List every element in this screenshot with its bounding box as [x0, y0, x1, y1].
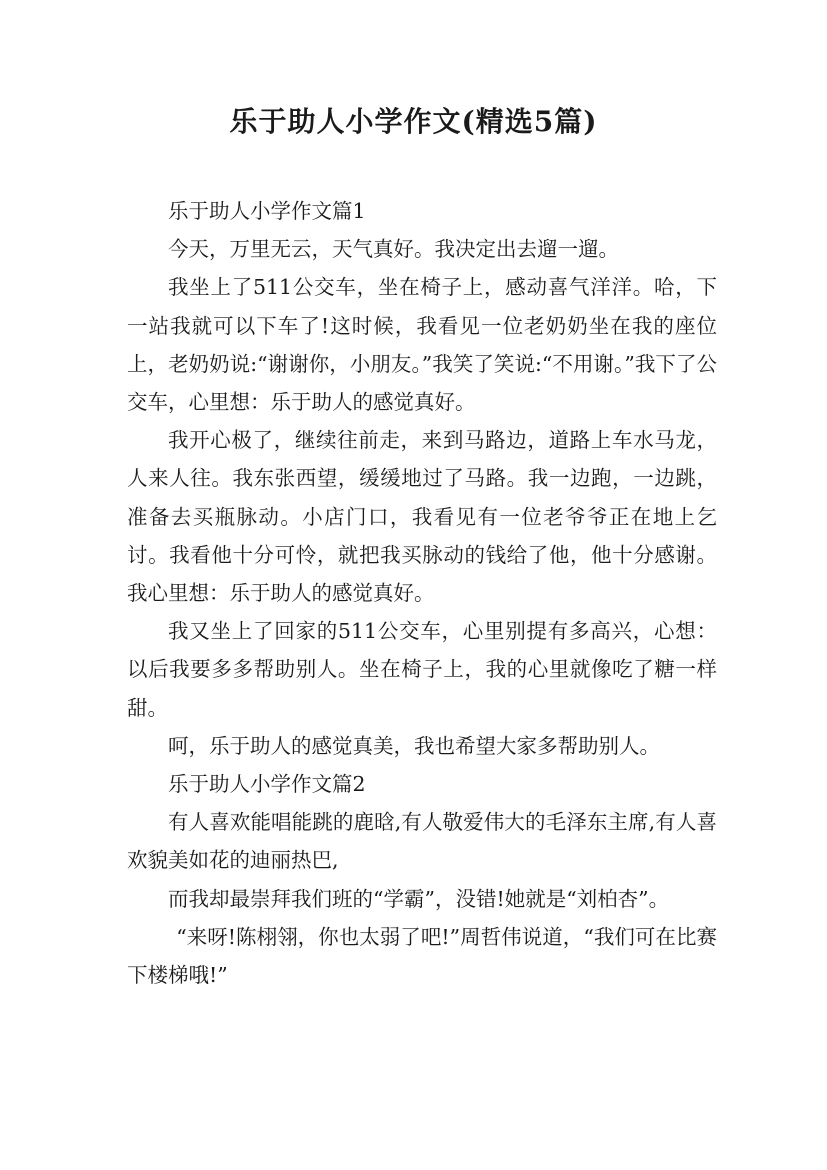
- paragraph: 而我却最崇拜我们班的“学霸”，没错!她就是“刘柏杏”。: [168, 886, 670, 911]
- section-heading-1: 乐于助人小学作文篇1: [168, 199, 366, 223]
- paragraph: 今天，万里无云，天气真好。我决定出去遛一遛。: [168, 237, 619, 262]
- paragraph: 呵，乐于助人的感觉真美，我也希望大家多帮助别人。: [168, 733, 660, 758]
- paragraph: “来呀!陈栩翎，你也太弱了吧!”周哲伟说道，“我们可在比赛下楼梯哦!”: [127, 924, 717, 988]
- document-title: 乐于助人小学作文(精选5篇): [229, 105, 598, 138]
- paragraph: 我开心极了，继续往前走，来到马路边，道路上车水马龙，人来人往。我东张西望，缓缓地过了马路。我一边跑，一边跳，准备去买瓶脉动。小店门口，我看见有一位老爷爷正在地上乞讨。我看他十分可怜，就把我买脉动的钱给了他，他十分感谢。我心里想：乐于助人的感觉真好。: [127, 428, 717, 606]
- paragraph: 我又坐上了回家的511公交车，心里别提有多高兴，心想：以后我要多多帮助别人。坐在椅子上，我的心里就像吃了糖一样甜。: [127, 619, 717, 720]
- document-body: [127, 192, 717, 994]
- paragraph: 我坐上了511公交车，坐在椅子上，感动喜气洋洋。哈，下一站我就可以下车了!这时候，我看见一位老奶奶坐在我的座位上，老奶奶说:“谢谢你，小朋友。”我笑了笑说:“不用谢。”我下了公交车，心里想：乐于助人的感觉真好。: [127, 275, 717, 415]
- paragraph: 有人喜欢能唱能跳的鹿晗,有人敬爱伟大的毛泽东主席,有人喜欢貌美如花的迪丽热巴,: [127, 810, 717, 873]
- section-heading-2: 乐于助人小学作文篇2: [168, 772, 366, 797]
